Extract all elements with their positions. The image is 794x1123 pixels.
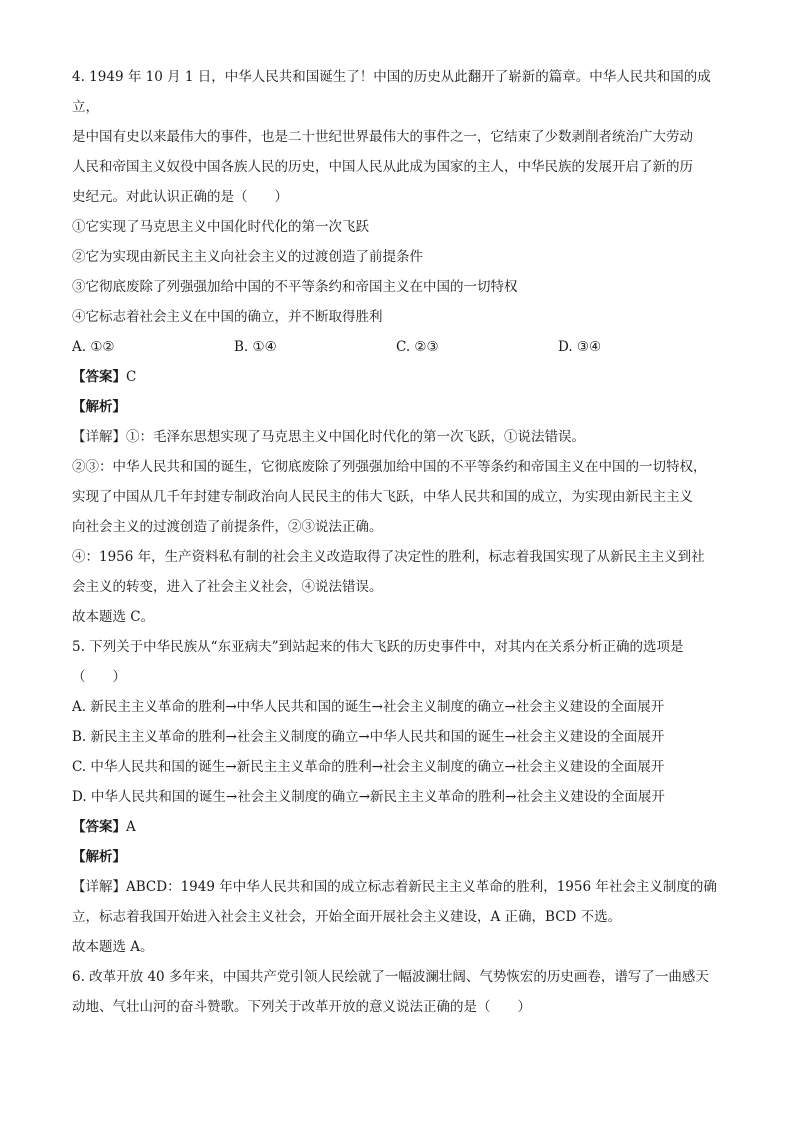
- option-b: B. ①④: [234, 339, 277, 355]
- detail-line: 立，标志着我国开始进入社会主义社会，开始全面开展社会主义建设，A 正确，BCD 不选。: [72, 909, 622, 925]
- stem-line: 人民和帝国主义奴役中国各族人民的历史，中国人民从此成为国家的主人，中华民族的发展开启了新的历: [72, 159, 693, 175]
- stem-line: 动地、气壮山河的奋斗赞歌。下列关于改革开放的意义说法正确的是（ ）: [72, 999, 531, 1015]
- option-c: C. 中华人民共和国的诞生→新民主主义革命的胜利→社会主义制度的确立→社会主义建设的全面展开: [72, 759, 665, 775]
- stem-line: （ ）: [72, 669, 126, 685]
- statement: ②它为实现由新民主主义向社会主义的过渡创造了前提条件: [72, 249, 423, 265]
- detail-line: 向社会主义的过渡创造了前提条件，②③说法正确。: [72, 519, 383, 535]
- answer-label: 【答案】: [72, 819, 126, 835]
- statement: ①它实现了马克思主义中国化时代化的第一次飞跃: [72, 219, 369, 235]
- answer-label: 【答案】: [72, 369, 126, 385]
- option-d: D. 中华人民共和国的诞生→社会主义制度的确立→新民主主义革命的胜利→社会主义建设的全面展开: [72, 789, 665, 805]
- stem-line: 5. 下列关于中华民族从“东亚病夫”到站起来的伟大飞跃的历史事件中，对其内在关系分析正确的选项是: [72, 639, 684, 655]
- detail-line: ②③：中华人民共和国的诞生，它彻底废除了列强强加给中国的不平等条约和帝国主义在中国的一切特权，: [72, 459, 707, 475]
- analysis-label-text: 【解析】: [72, 399, 126, 415]
- option-a: A. ①②: [72, 339, 115, 355]
- detail-line: 【详解】①：毛泽东思想实现了马克思主义中国化时代化的第一次飞跃，①说法错误。: [72, 429, 585, 445]
- answer-line: [72, 362, 724, 392]
- conclusion-line: 故本题选 C。: [72, 609, 155, 625]
- answer-value: A: [126, 819, 136, 835]
- stem-line: 史纪元。对此认识正确的是（ ）: [72, 189, 288, 205]
- question-4: [72, 62, 724, 632]
- option-d: D. ③④: [558, 339, 602, 355]
- detail-line: 会主义的转变，进入了社会主义社会，④说法错误。: [72, 579, 383, 595]
- detail-line: 【详解】ABCD：1949 年中华人民共和国的成立标志着新民主主义革命的胜利，1956 年社会主义制度的确: [72, 879, 717, 895]
- detail-line: ④：1956 年，生产资料私有制的社会主义改造取得了决定性的胜利，标志着我国实现了从新民主主义到社: [72, 549, 705, 565]
- stem-line: 4. 1949 年 10 月 1 日，中华人民共和国诞生了！中国的历史从此翻开了崭新的篇章。中华人民共和国的成立，: [72, 69, 711, 115]
- analysis-label-text: 【解析】: [72, 849, 126, 865]
- stem-line: 6. 改革开放 40 多年来，中国共产党引领人民绘就了一幅波澜壮阔、气势恢宏的历史画卷，谱写了一曲感天: [72, 969, 709, 985]
- question-4-stem: [72, 62, 724, 212]
- statement: ④它标志着社会主义在中国的确立，并不断取得胜利: [72, 309, 383, 325]
- detail-line: 实现了中国从几千年封建专制政治向人民民主的伟大飞跃，中华人民共和国的成立，为实现由新民主主义: [72, 489, 693, 505]
- document-content: [72, 62, 724, 1022]
- question-6: [72, 962, 724, 1022]
- analysis-label: [72, 392, 724, 422]
- option-a: A. 新民主主义革命的胜利→中华人民共和国的诞生→社会主义制度的确立→社会主义建设的全面展开: [72, 699, 665, 715]
- analysis-label: [72, 842, 724, 872]
- question-5: [72, 632, 724, 962]
- statement: ③它彻底废除了列强强加给中国的不平等条约和帝国主义在中国的一切特权: [72, 279, 518, 295]
- question-4-options: [72, 332, 724, 362]
- option-c: C. ②③: [396, 339, 439, 355]
- option-b: B. 新民主主义革命的胜利→社会主义制度的确立→中华人民共和国的诞生→社会主义建设的全面展开: [72, 729, 665, 745]
- answer-value: C: [126, 369, 137, 385]
- stem-line: 是中国有史以来最伟大的事件，也是二十世纪世界最伟大的事件之一，它结束了少数剥削者统治广大劳动: [72, 129, 693, 145]
- conclusion-line: 故本题选 A。: [72, 939, 154, 955]
- answer-line: [72, 812, 724, 842]
